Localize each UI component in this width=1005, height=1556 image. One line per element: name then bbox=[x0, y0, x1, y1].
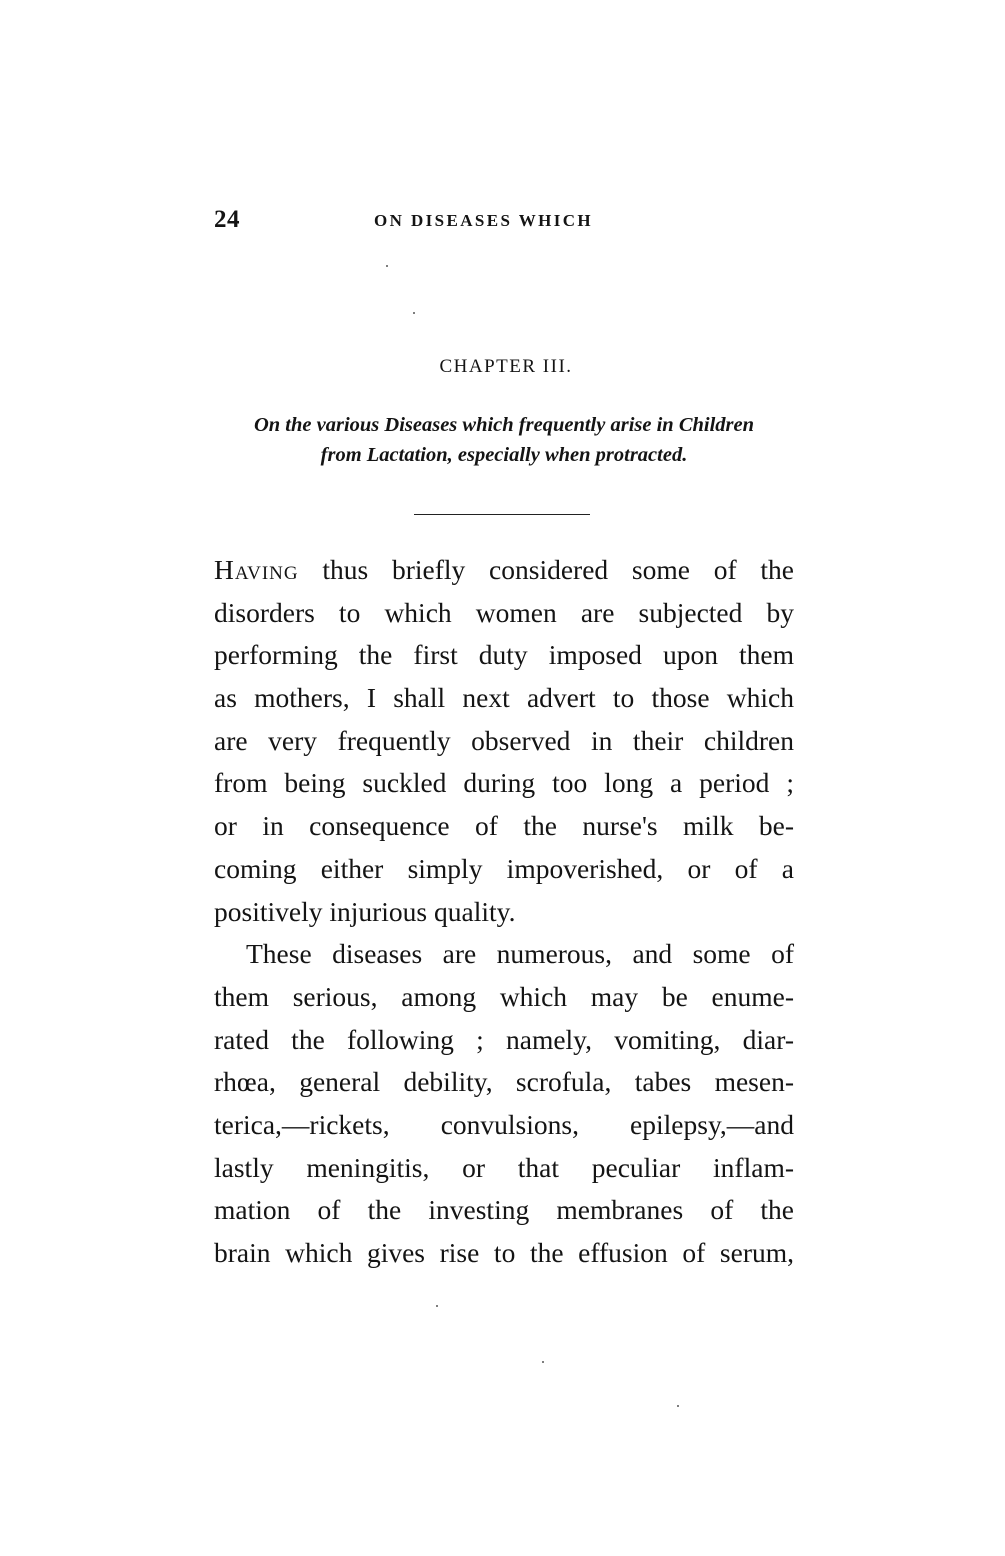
text-line: lastly meningitis, or that peculiar inflam- bbox=[214, 1151, 794, 1183]
chapter-heading bbox=[214, 356, 794, 378]
text-line: positively injurious quality. bbox=[214, 895, 516, 927]
text-line: as mothers, I shall next advert to those which bbox=[214, 682, 794, 714]
paper-speck bbox=[542, 1361, 544, 1363]
text-line: rhœa, general debility, scrofula, tabes mesen- bbox=[214, 1066, 794, 1098]
page-number: 24 bbox=[214, 206, 240, 233]
text-line: mation of the investing membranes of the bbox=[214, 1194, 794, 1226]
paper-speck bbox=[386, 265, 388, 267]
text-line: brain which gives rise to the effusion of serum, bbox=[214, 1237, 794, 1268]
running-head bbox=[214, 206, 794, 238]
text-line: from being suckled during too long a period ; bbox=[214, 767, 794, 799]
body-text bbox=[214, 549, 794, 1275]
running-title: ON DISEASES WHICH bbox=[374, 211, 594, 230]
text-line-rest: thus briefly considered some of the bbox=[298, 554, 794, 585]
chapter-subtitle bbox=[214, 410, 794, 470]
paragraph-1 bbox=[214, 549, 794, 933]
drop-word: Having bbox=[214, 554, 299, 585]
paragraph-2 bbox=[214, 933, 794, 1275]
text-line: are very frequently observed in their children bbox=[214, 724, 794, 756]
paper-speck bbox=[677, 1405, 679, 1407]
text-line: rated the following ; namely, vomiting, diar- bbox=[214, 1023, 794, 1055]
chapter-subtitle-line: from Lactation, especially when protracted. bbox=[320, 444, 688, 466]
text-line bbox=[214, 549, 794, 592]
text-line: terica,—rickets, convulsions, epilepsy,—and bbox=[214, 1108, 794, 1140]
text-line: performing the first duty imposed upon them bbox=[214, 639, 794, 671]
paper-speck bbox=[413, 312, 415, 314]
text-line: coming either simply impoverished, or of a bbox=[214, 852, 794, 884]
text-line: disorders to which women are subjected by bbox=[214, 596, 794, 628]
chapter-subtitle-line: On the various Diseases which frequently arise in Children bbox=[253, 414, 755, 436]
paper-speck bbox=[436, 1305, 438, 1307]
text-line: them serious, among which may be enume- bbox=[214, 980, 794, 1012]
section-divider bbox=[414, 514, 590, 515]
text-line: These diseases are numerous, and some of bbox=[246, 938, 794, 970]
chapter-number: CHAPTER III. bbox=[439, 356, 573, 377]
text-line: or in consequence of the nurse's milk be- bbox=[214, 810, 794, 842]
